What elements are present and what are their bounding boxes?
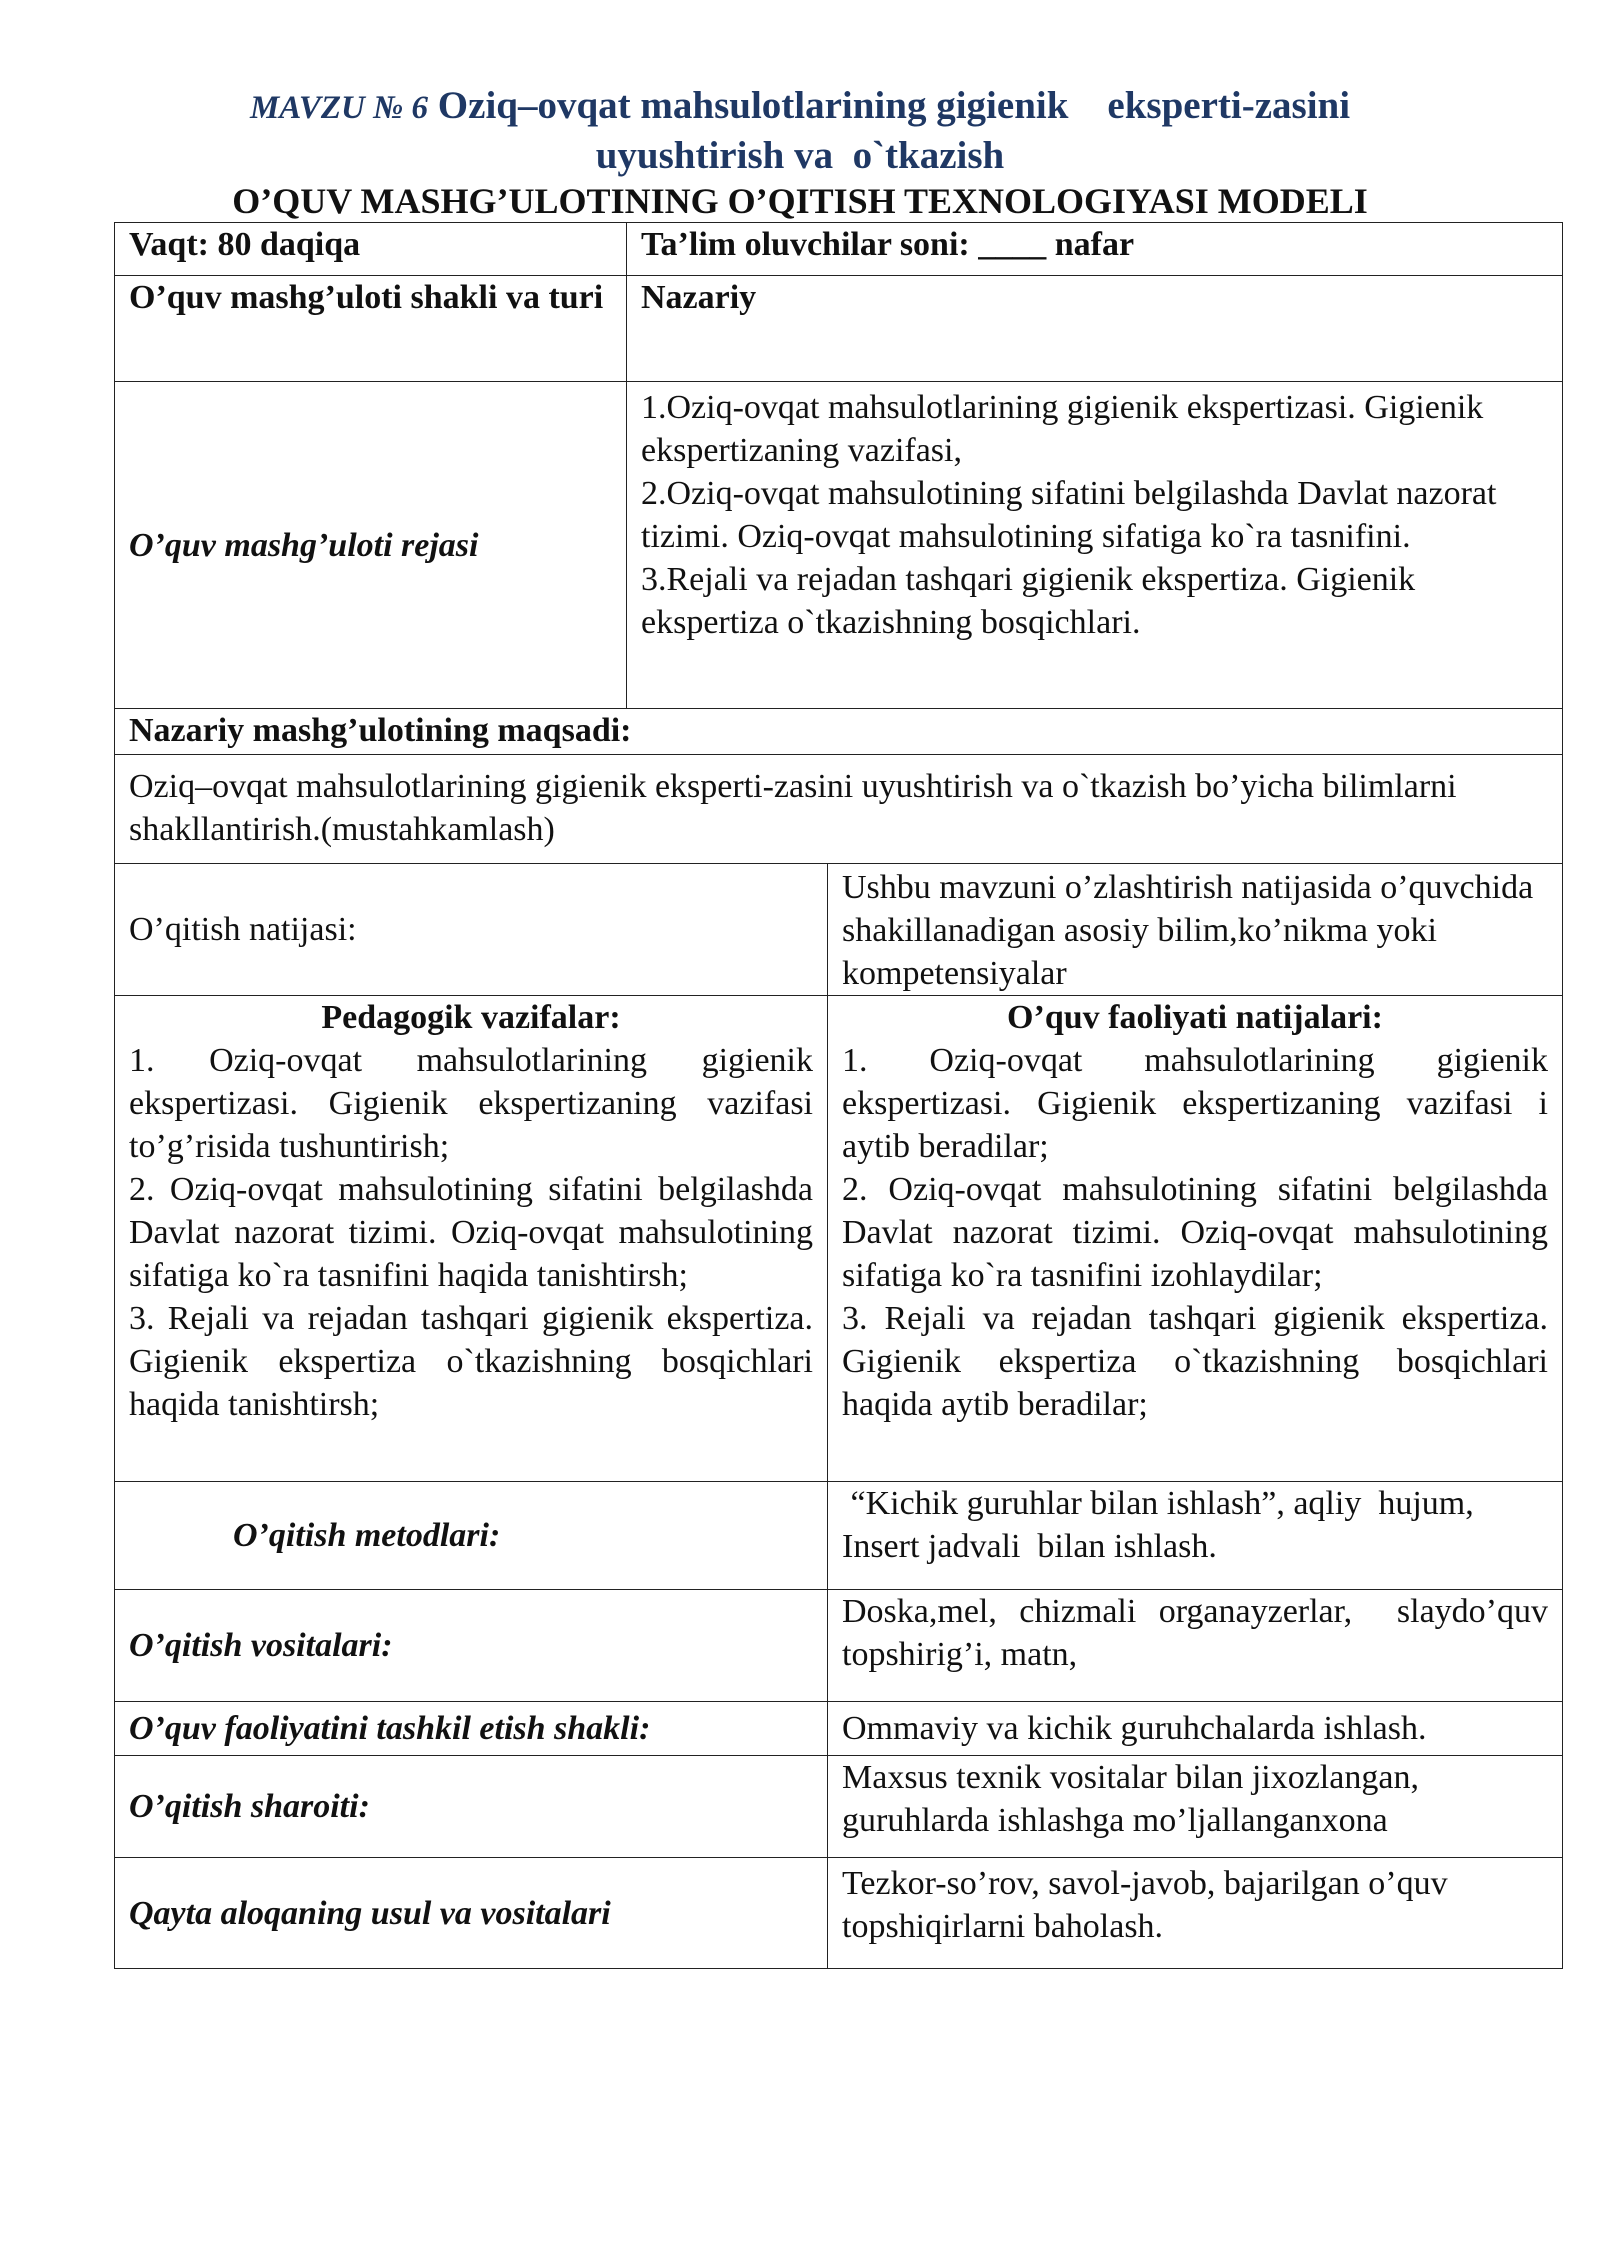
teaching-conditions-value: Maxsus texnik vositalar bilan jixozlangan, guruhlarda ishlashga mo’ljallanganxona — [828, 1756, 1563, 1858]
learning-outcome-label: O’qitish natijasi: — [115, 864, 828, 996]
list-item: 1. Oziq-ovqat mahsulotlarining gigienik ekspertizasi. Gigienik ekspertizaning vazifasi to’g’risida tushuntirish; — [129, 1042, 813, 1165]
activity-form-label: O’quv faoliyatini tashkil etish shakli: — [115, 1702, 828, 1756]
activity-results-cell — [828, 996, 1563, 1482]
lesson-goal-value: Oziq–ovqat mahsulotlarining gigienik eksperti-zasini uyushtirish va o`tkazish bo’yicha bilimlarni shakllantirish.(mustahkamlash) — [115, 755, 1563, 864]
lesson-plan-label: O’quv mashg’uloti rejasi — [115, 382, 627, 709]
document-subtitle: O’QUV MASHG’ULOTINING O’QITISH TEXNOLOGIYASI MODELI — [232, 181, 1368, 221]
table-row — [115, 996, 1563, 1482]
table-row — [115, 276, 1563, 382]
table-row — [115, 1482, 1563, 1590]
teaching-tools-label: O’qitish vositalari: — [115, 1590, 828, 1702]
table-row — [115, 1858, 1563, 1969]
duration-cell: Vaqt: 80 daqiqa — [115, 223, 627, 276]
lesson-form-value: Nazariy — [627, 276, 1563, 382]
lesson-form-label: O’quv mashg’uloti shakli va turi — [115, 276, 627, 382]
lesson-plan-value: 1.Oziq-ovqat mahsulotlarining gigienik ekspertizasi. Gigienik ekspertizaning vazifasi, 2.Oziq-ovqat mahsulotining sifatini belgilashda Davlat nazorat tizimi. Oziq-ovqat mahsulotining sifatiga ko`ra tasnifini. 3.Rejali va rejadan tashqari gigienik ekspertiza. Gigienik ekspertiza o`tkazishning bosqichlari. — [627, 382, 1563, 709]
table-row — [115, 1756, 1563, 1858]
table-row — [115, 223, 1563, 276]
students-count-cell: Ta’lim oluvchilar soni: ____ nafar — [627, 223, 1563, 276]
table-row — [115, 864, 1563, 996]
pedagogical-tasks-header: Pedagogik vazifalar: — [321, 999, 621, 1036]
list-item: 2. Oziq-ovqat mahsulotining sifatini belgilashda Davlat nazorat tizimi. Oziq-ovqat mahsulotining sifatiga ko`ra tasnifini izohlaydilar; — [842, 1171, 1548, 1294]
teaching-tools-value: Doska,mel, chizmali organayzerlar, slaydo’quv topshirig’i, matn, — [828, 1590, 1563, 1702]
teaching-conditions-label: O’qitish sharoiti: — [115, 1756, 828, 1858]
topic-title-line2: uyushtirish va o`tkazish — [595, 134, 1005, 177]
activity-results-header: O’quv faoliyati natijalari: — [1007, 999, 1383, 1036]
list-item: 3. Rejali va rejadan tashqari gigienik ekspertiza. Gigienik ekspertiza o`tkazishning bosqichlari haqida tanishtirsh; — [129, 1300, 813, 1423]
document-title-block — [0, 82, 1600, 222]
feedback-methods-value: Tezkor-so’rov, savol-javob, bajarilgan o’quv topshiqirlarni baholash. — [828, 1858, 1563, 1969]
lesson-goal-label: Nazariy mashg’ulotining maqsadi: — [115, 709, 1563, 755]
table-row — [115, 709, 1563, 755]
list-item: 2. Oziq-ovqat mahsulotining sifatini belgilashda Davlat nazorat tizimi. Oziq-ovqat mahsulotining sifatiga ko`ra tasnifini haqida tanishtirsh; — [129, 1171, 813, 1294]
list-item: 3. Rejali va rejadan tashqari gigienik ekspertiza. Gigienik ekspertiza o`tkazishning bosqichlari haqida aytib beradilar; — [842, 1300, 1548, 1423]
learning-outcome-value: Ushbu mavzuni o’zlashtirish natijasida o’quvchida shakillanadigan asosiy bilim,ko’nikma yoki kompetensiyalar — [828, 864, 1563, 996]
table-row — [115, 1590, 1563, 1702]
topic-number: MAVZU № 6 — [249, 90, 429, 126]
table-row — [115, 382, 1563, 709]
table-row — [115, 1702, 1563, 1756]
topic-title-text: Oziq–ovqat mahsulotlarining gigienik eksperti-zasini — [437, 84, 1351, 127]
table-row — [115, 755, 1563, 864]
pedagogical-tasks-cell — [115, 996, 828, 1482]
lesson-model-table — [114, 222, 1563, 1969]
teaching-methods-label: O’qitish metodlari: — [115, 1482, 828, 1590]
teaching-methods-value: “Kichik guruhlar bilan ishlash”, aqliy hujum, Insert jadvali bilan ishlash. — [828, 1482, 1563, 1590]
list-item: 1. Oziq-ovqat mahsulotlarining gigienik ekspertizasi. Gigienik ekspertizaning vazifasi i aytib beradilar; — [842, 1042, 1548, 1165]
feedback-methods-label: Qayta aloqaning usul va vositalari — [115, 1858, 828, 1969]
topic-title-line1 — [0, 82, 1600, 132]
activity-form-value: Ommaviy va kichik guruhchalarda ishlash. — [828, 1702, 1563, 1756]
